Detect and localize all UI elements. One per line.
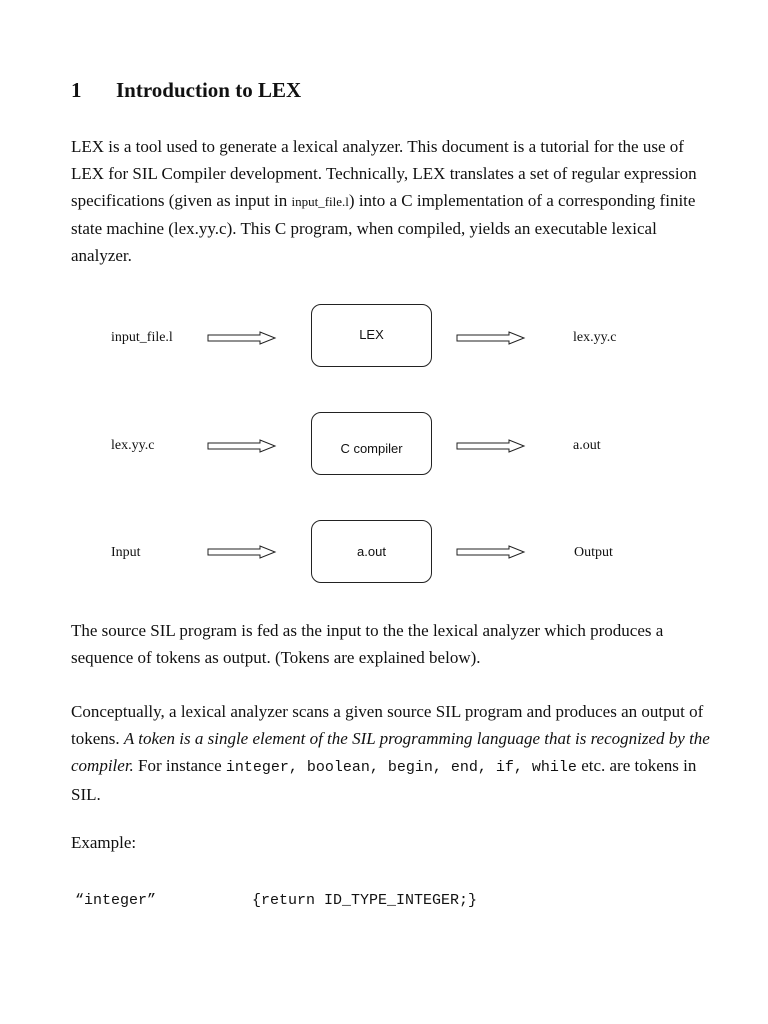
lex-process-diagram — [0, 290, 768, 600]
input-filename: input_file.l — [291, 194, 349, 209]
example-pattern: “integer” — [75, 892, 157, 909]
diagram-row3-process: a.out — [357, 544, 386, 559]
concept-paragraph — [71, 698, 711, 808]
diagram-row3-box — [311, 520, 432, 583]
intro-text-1: LEX is a tool used to generate a lexical analyzer. This document is a tutorial for the use of LEX for SIL Compiler development. Technically, LEX translates a set of regular expression specifications (given as input in — [71, 137, 697, 210]
diagram-row1-output: lex.yy.c — [573, 330, 617, 345]
diagram-row2-box — [311, 412, 432, 475]
example-label: Example: — [71, 833, 137, 852]
right-arrow-icon — [456, 331, 526, 345]
concept-text-3: etc. are tokens in SIL. — [71, 756, 697, 804]
right-arrow-icon — [456, 545, 526, 559]
example-action: {return ID_TYPE_INTEGER;} — [252, 892, 478, 909]
section-number: 1 — [71, 78, 82, 102]
diagram-row1-process: LEX — [359, 327, 384, 342]
diagram-row3-input: Input — [111, 545, 141, 560]
diagram-row2-input: lex.yy.c — [111, 438, 155, 453]
diagram-row1-input: input_file.l — [111, 330, 173, 345]
diagram-row2-output: a.out — [573, 438, 601, 453]
tokens-paragraph: The source SIL program is fed as the input to the the lexical analyzer which produces a sequence of tokens as output. (Tokens are explained below). — [71, 621, 664, 667]
section-heading — [71, 78, 301, 103]
diagram-row2-process: C compiler — [340, 441, 403, 456]
right-arrow-icon — [207, 439, 277, 453]
concept-text-2: For instance — [133, 756, 226, 775]
token-definition: A token is a single element of the SIL programming language that is recognized by the compiler. — [71, 729, 710, 775]
right-arrow-icon — [207, 545, 277, 559]
intro-text-2: ) into a C implementation of a corresponding finite state machine (lex.yy.c). This C program, when compiled, yields an executable lexical analyzer. — [71, 191, 696, 265]
concept-text-1: Conceptually, a lexical analyzer scans a given source SIL program and produces an output of tokens. — [71, 702, 704, 748]
right-arrow-icon — [207, 331, 277, 345]
diagram-row1-box — [311, 304, 432, 367]
token-examples-code: integer, boolean, begin, end, if, while — [225, 759, 577, 776]
diagram-row3-output: Output — [574, 545, 613, 560]
right-arrow-icon — [456, 439, 526, 453]
intro-paragraph — [71, 133, 711, 269]
section-title: Introduction to LEX — [116, 78, 302, 102]
